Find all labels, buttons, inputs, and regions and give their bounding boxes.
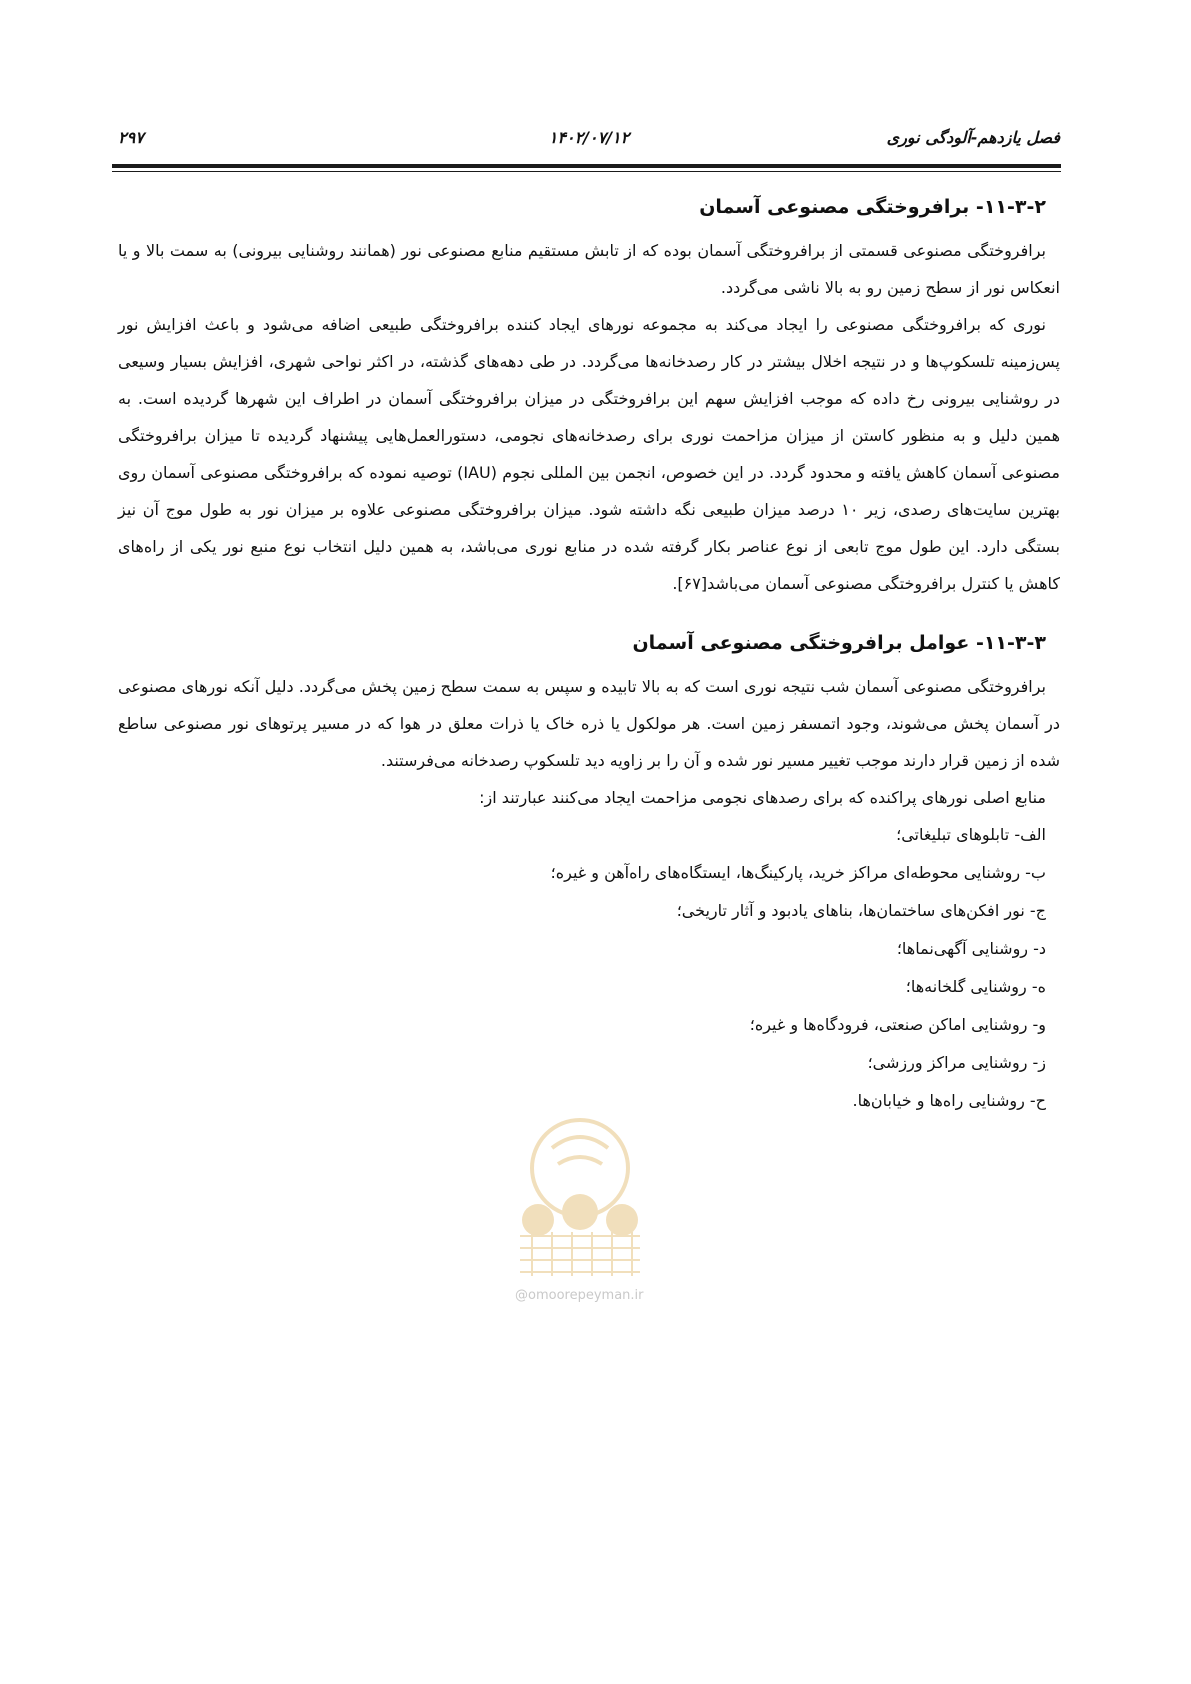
chapter-title: فصل یازدهم-آلودگی نوری	[886, 128, 1060, 147]
list-item: د- روشنایی آگهی‌نماها؛	[896, 939, 1046, 958]
header-rule-thick	[112, 164, 1061, 168]
list-item: و- روشنایی اماکن صنعتی، فرودگاه‌ها و غیره؛	[749, 1015, 1046, 1034]
section-artificial-sky-glow	[118, 188, 1060, 602]
paragraph: برافروختگی مصنوعی آسمان شب نتیجه نوری است که به بالا تابیده و سپس به سمت سطح زمین پخش می‌گردد. دلیل آنکه نورهای مصنوعی در آسمان پخش می‌شوند، وجود اتمسفر زمین است. هر مولکول یا ذره خاک یا ذرات معلق در هوا که در مسیر پرتوهای نور مصنوعی ساطع شده از زمین قرار دارند موجب تغییر مسیر نور شده و آن را بر زاویه دید تلسکوپ رصدخانه می‌فرستند.	[118, 677, 1060, 770]
section-heading-1: ۱۱-۳-۲- برافروختگی مصنوعی آسمان	[699, 196, 1046, 218]
header-rule-thin	[112, 171, 1061, 172]
watermark-logo	[500, 1108, 660, 1278]
header-date: ۱۴۰۲/۰۷/۱۲	[548, 128, 630, 147]
list-intro: منابع اصلی نورهای پراکنده که برای رصدهای نجومی مزاحمت ایجاد می‌کنند عبارتند از:	[479, 788, 1046, 807]
watermark-url: @omoorepeyman.ir	[515, 1288, 644, 1303]
list-item: ج- نور افکن‌های ساختمان‌ها، بناهای یادبود و آثار تاریخی؛	[676, 901, 1046, 920]
watermark-seal-icon	[500, 1108, 660, 1278]
paragraph: نوری که برافروختگی مصنوعی را ایجاد می‌کند به مجموعه نورهای ایجاد کننده برافروختگی طبیعی اضافه می‌شود و باعث افزایش نور پس‌زمینه تلسکوپ‌ها و در نتیجه اخلال بیشتر در کار رصدخانه‌ها می‌گردد. در طی دهه‌های گذشته، در اکثر نواحی شهری، افزایش بسیار وسیعی در روشنایی بیرونی رخ داده که موجب افزایش سهم این برافروختگی در میزان برافروختگی آسمان در اطراف این شهرها گردیده است. به همین دلیل و به منظور کاستن از میزان مزاحمت نوری برای رصدخانه‌های نجومی، دستورالعمل‌هایی پیشنهاد گردیده تا میزان برافروختگی مصنوعی آسمان کاهش یافته و محدود گردد. در این خصوص، انجمن بین المللی نجوم (IAU) توصیه نموده که برافروختگی مصنوعی آسمان روی بهترین سایت‌های رصدی، زیر ۱۰ درصد میزان طبیعی نگه داشته شود. میزان برافروختگی مصنوعی علاوه بر میزان نور به طول موج آن نیز بستگی دارد. این طول موج تابعی از نوع عناصر بکار گرفته شده در منابع نوری می‌باشد، به همین دلیل انتخاب نوع منبع نور یکی از راه‌های کاهش یا کنترل برافروختگی مصنوعی آسمان می‌باشد[۶۷].	[118, 315, 1061, 593]
list-item: ح- روشنایی راه‌ها و خیابان‌ها.	[852, 1091, 1046, 1110]
page-header	[118, 128, 1060, 158]
list-item: ب- روشنایی محوطه‌ای مراکز خرید، پارکینگ‌ها، ایستگاه‌های راه‌آهن و غیره؛	[550, 863, 1046, 882]
page-body	[118, 188, 1060, 1120]
list-item: ز- روشنایی مراکز ورزشی؛	[867, 1053, 1046, 1072]
light-sources-list	[118, 816, 1060, 1120]
paragraph: برافروختگی مصنوعی قسمتی از برافروختگی آسمان بوده که از تابش مستقیم منابع مصنوعی نور (همانند روشنایی بیرونی) به سمت بالا و یا انعکاس نور از سطح زمین رو به بالا ناشی می‌گردد.	[118, 241, 1060, 297]
page-number: ۲۹۷	[118, 128, 144, 147]
section-sky-glow-factors	[118, 624, 1060, 1120]
section-heading-2: ۱۱-۳-۳- عوامل برافروختگی مصنوعی آسمان	[632, 632, 1046, 654]
list-item: الف- تابلوهای تبلیغاتی؛	[896, 825, 1046, 844]
list-item: ه- روشنایی گلخانه‌ها؛	[905, 977, 1046, 996]
